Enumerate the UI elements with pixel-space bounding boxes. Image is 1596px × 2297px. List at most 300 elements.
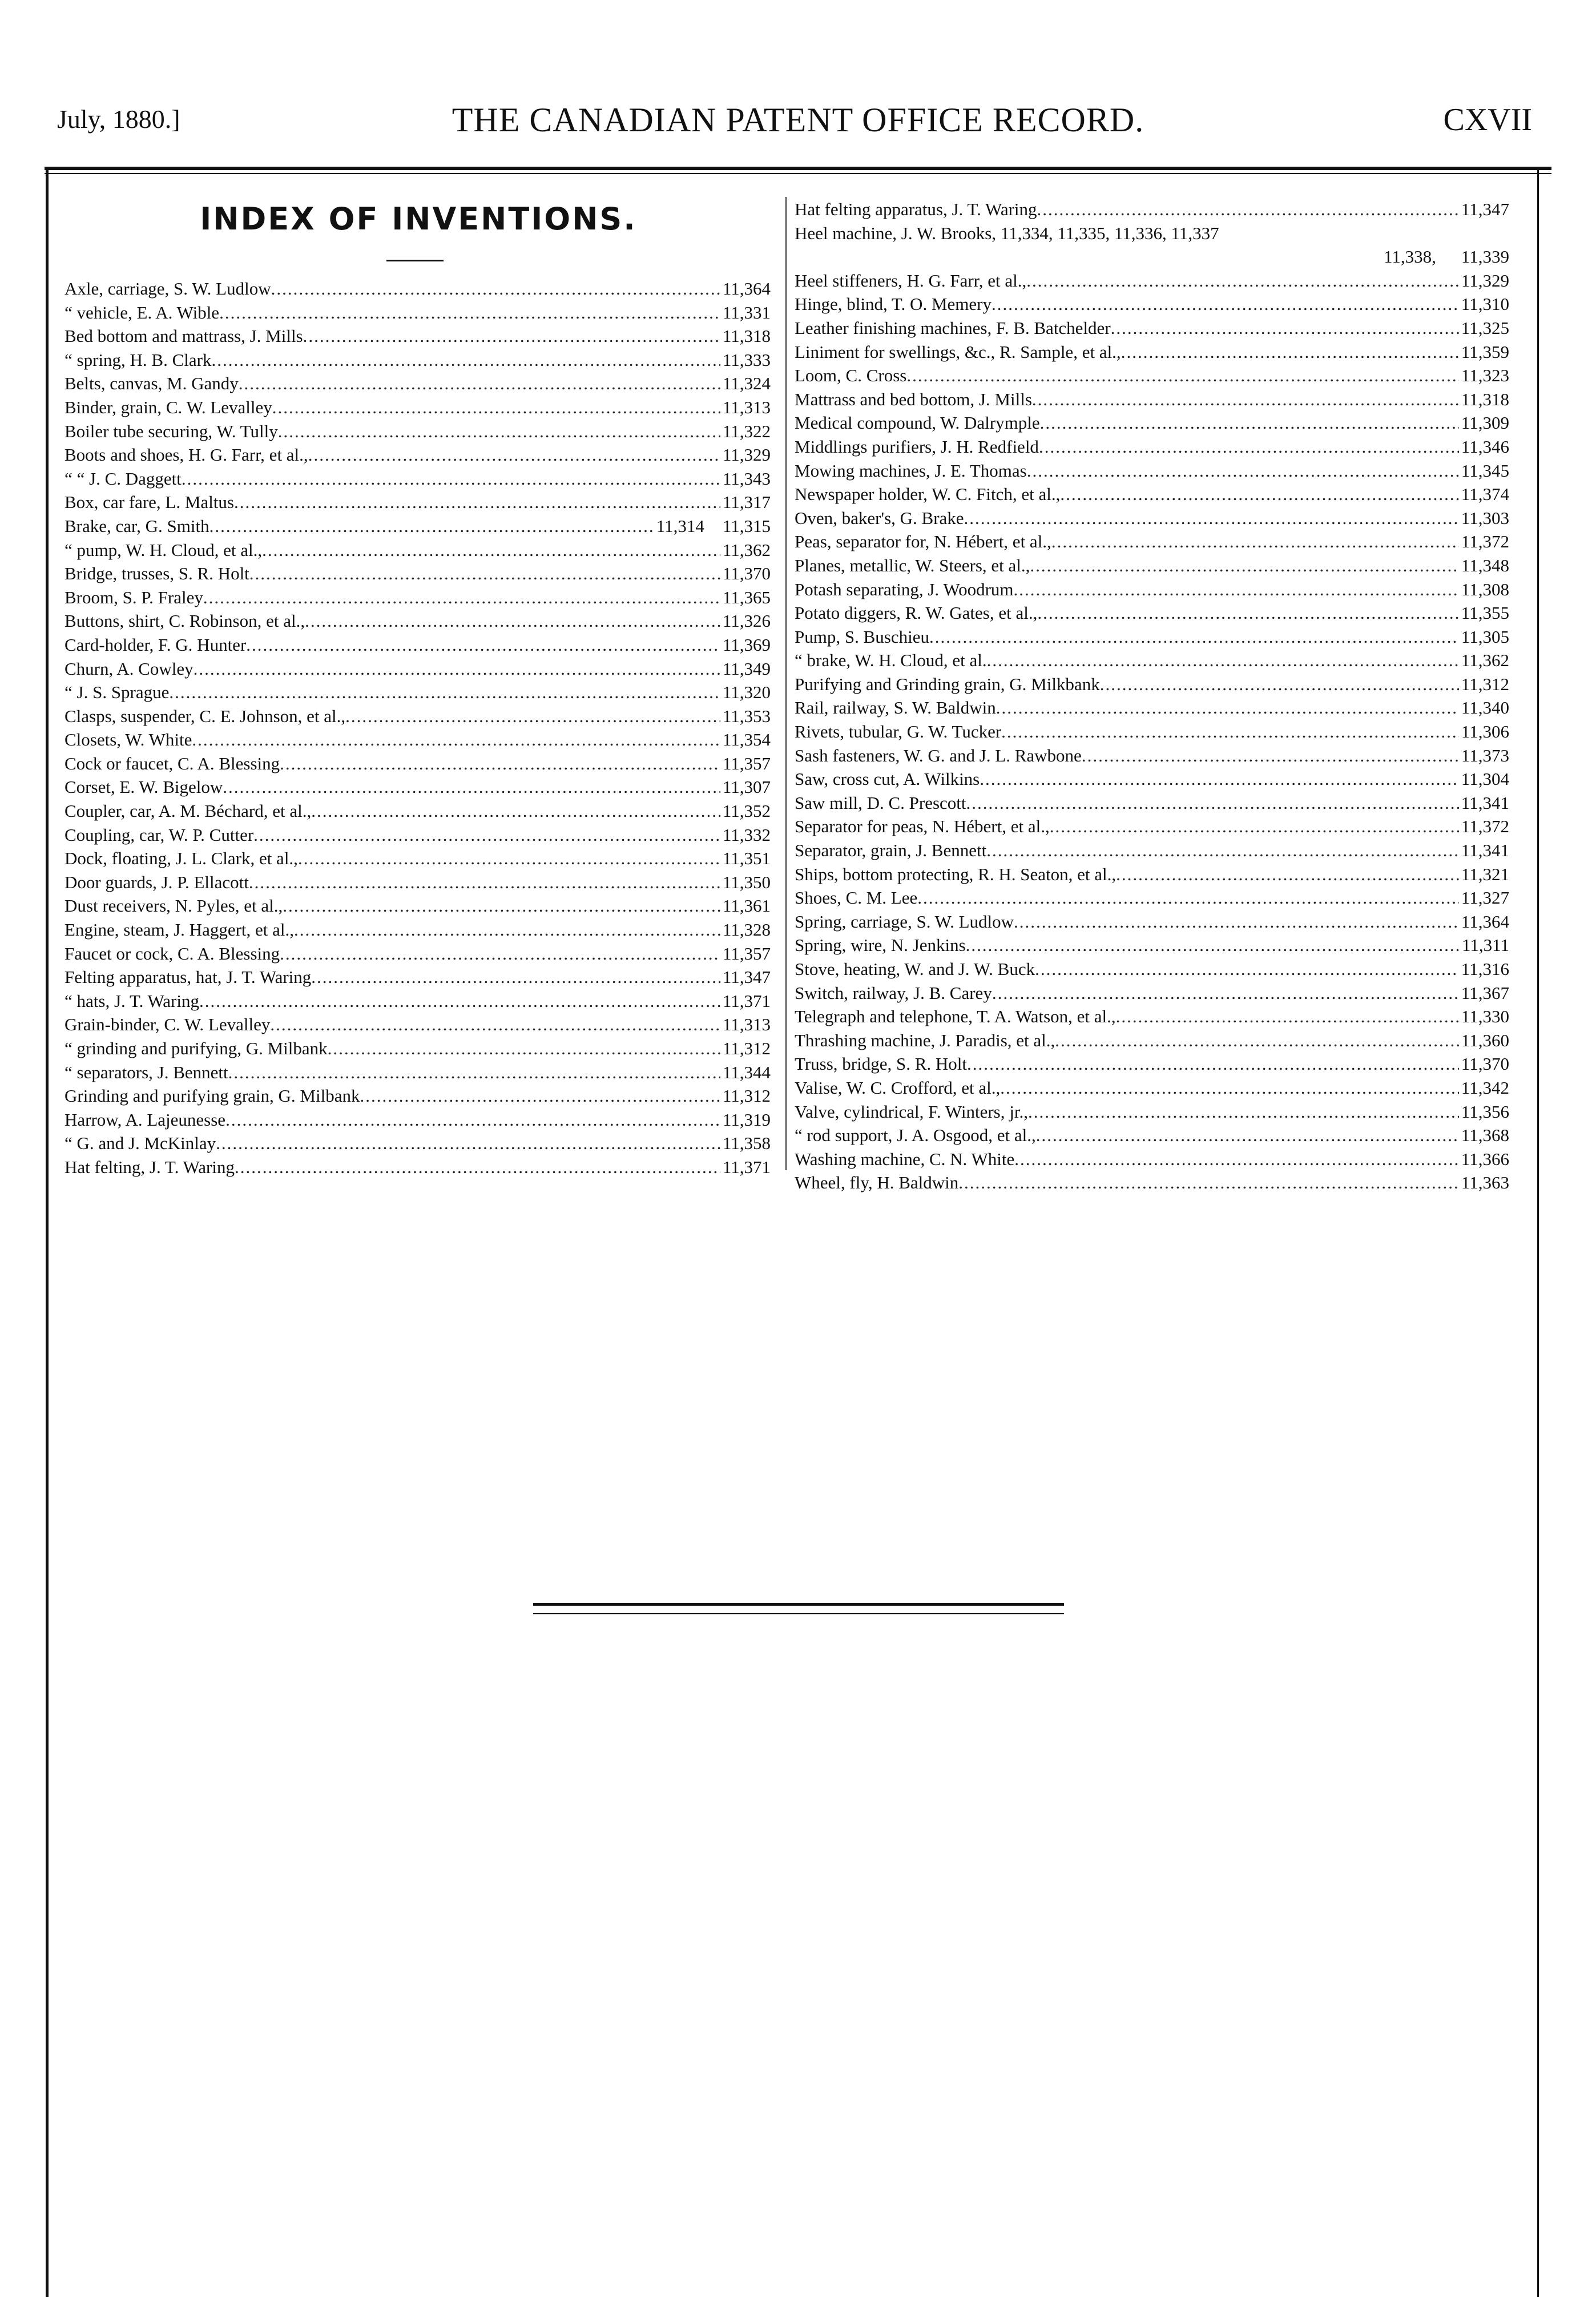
index-entry [65,538,771,562]
dot-leader [305,609,720,633]
index-entry [795,506,1509,530]
dot-leader [271,277,720,301]
dot-leader [283,894,720,918]
index-entry [795,957,1509,981]
dot-leader [992,292,1459,316]
entry-number: 11,333 [722,349,771,370]
entry-number: 11,373 [1461,745,1509,765]
index-entry [65,775,771,799]
index-right-column [795,198,1509,1195]
publication-title: THE CANADIAN PATENT OFFICE RECORD. [452,101,1144,139]
entry-name: Loom, C. Cross [795,365,907,386]
index-entry [65,467,771,491]
index-entry [795,198,1509,221]
entry-number: 11,306 [1461,722,1509,742]
entry-name: Boots and shoes, H. G. Farr, et al., [65,445,308,465]
dot-leader [1040,411,1459,435]
entry-name: Heel machine, J. W. Brooks, 11,334, 11,335, 11,336, 11,337 [795,223,1219,243]
entry-number: 11,305 [1461,626,1509,647]
entry-number: 11,353 [722,706,771,726]
entry-number: 11,340 [1461,698,1509,718]
entry-name: Valve, cylindrical, F. Winters, jr., [795,1101,1028,1122]
entry-name: Switch, railway, J. B. Carey [795,982,992,1003]
dot-leader [1116,863,1459,886]
entry-number: 11,352 [722,801,771,821]
dot-leader [1014,1147,1459,1171]
dot-leader [203,586,720,610]
index-entry [795,530,1509,554]
index-entry [65,989,771,1013]
entry-number: 11,309 [1461,413,1509,433]
entry-number: 11,313 [722,397,771,417]
entry-number: 11,330 [1461,1006,1509,1027]
index-entry [65,562,771,586]
index-entry [795,863,1509,886]
dot-leader [209,514,654,538]
entry-number: 11,316 [1461,959,1509,979]
entry-name: Rail, railway, S. W. Baldwin [795,698,996,718]
entry-name: Binder, grain, C. W. Levalley [65,397,272,417]
entry-number: 11,313 [722,1014,771,1035]
index-entry [795,981,1509,1005]
index-entry [65,396,771,420]
index-entry [65,894,771,918]
entry-name: Hat felting, J. T. Waring [65,1156,235,1177]
entry-number: 11,303 [1461,507,1509,528]
dot-leader [278,420,720,444]
index-entry [65,965,771,989]
entry-number: 11,325 [1461,317,1509,338]
entry-number: 11,365 [722,587,771,607]
dot-leader [992,981,1459,1005]
index-entry [795,340,1509,364]
entry-number: 11,367 [1461,982,1509,1003]
index-entry [795,245,1509,269]
dot-leader [249,562,720,586]
entry-name: Saw mill, D. C. Prescott [795,792,966,813]
index-entry [65,1108,771,1132]
entry-name: Card-holder, F. G. Hunter [65,634,247,655]
index-entry [795,744,1509,768]
dot-leader [967,1052,1459,1076]
entry-name: Bridge, trusses, S. R. Holt [65,563,249,584]
entry-number: 11,326 [722,611,771,631]
entry-number: 11,345 [1461,460,1509,481]
index-entry [65,918,771,942]
entry-name: Spring, wire, N. Jenkins [795,935,966,956]
entry-name: Stove, heating, W. and J. W. Buck [795,959,1035,979]
entry-name: Potash separating, J. Woodrum [795,579,1014,599]
index-entry [65,372,771,396]
dot-leader [225,1108,720,1132]
entry-name: Pump, S. Buschieu [795,626,929,647]
index-entry [795,1029,1509,1053]
entry-name: Planes, metallic, W. Steers, et al., [795,555,1030,575]
entry-number: 11,357 [722,753,771,773]
index-entry [795,1147,1509,1171]
index-entry [65,586,771,610]
entry-name: Faucet or cock, C. A. Blessing [65,943,280,964]
entry-name: Hinge, blind, T. O. Memery [795,294,992,315]
entry-name: Hat felting apparatus, J. T. Waring [795,199,1037,219]
dot-leader [1000,1076,1459,1100]
entry-number: 11,332 [722,824,771,845]
dot-leader [182,467,720,491]
entry-number: 11,331 [722,302,771,323]
dot-leader [311,799,720,823]
index-entry [795,1005,1509,1029]
entry-number: 11,358 [722,1133,771,1154]
entry-number: 11,321 [1461,864,1509,884]
index-entry [795,221,1509,245]
dot-leader [228,1061,720,1085]
dot-leader [270,1013,720,1037]
entry-name: Grinding and purifying grain, G. Milbank [65,1086,360,1106]
index-entry [65,1155,771,1179]
dot-leader [308,443,720,467]
entry-name: Bed bottom and mattrass, J. Mills [65,326,303,346]
entry-number: 11,327 [1461,888,1509,908]
entry-number: 11,322 [722,421,771,441]
index-entry [795,411,1509,435]
dot-leader [1060,482,1458,506]
dot-leader [1121,340,1459,364]
index-entry [65,609,771,633]
frame-left-border [46,167,49,2297]
entry-name: Medical compound, W. Dalrymple [795,413,1040,433]
index-entry [65,1061,771,1085]
entry-number: 11,320 [722,682,771,703]
dot-leader [1032,388,1459,412]
index-entry [65,1037,771,1061]
entry-number: 11,364 [1461,911,1509,932]
entry-number: 11,362 [722,539,771,560]
entry-name: Ships, bottom protecting, R. H. Seaton, et al., [795,864,1117,884]
index-entry [65,420,771,444]
index-entry [795,292,1509,316]
dot-leader [223,775,720,799]
entry-number: 11,364 [722,279,771,299]
dot-leader [328,1037,720,1061]
dot-leader [246,633,720,657]
dot-leader [1027,459,1459,483]
entry-number: 11,348 [1461,555,1509,575]
entry-number: 11,312 [722,1038,771,1058]
entry-name: Broom, S. P. Fraley [65,587,203,607]
entry-name: Saw, cross cut, A. Wilkins [795,769,980,789]
index-entry [795,316,1509,340]
dot-leader [311,965,720,989]
entry-name: “ hats, J. T. Waring [65,990,199,1011]
entry-name: Dust receivers, N. Pyles, et al., [65,896,283,916]
entry-number: 11,341 [1461,840,1509,861]
entry-number: 11,312 [722,1086,771,1106]
entry-name: “ brake, W. H. Cloud, et al. [795,650,987,671]
entry-number: 11,311 [1462,935,1509,956]
dot-leader [987,648,1459,672]
index-entry [65,871,771,894]
dot-leader [996,696,1459,720]
dot-leader [194,657,720,681]
dot-leader [239,372,720,396]
dot-leader [966,791,1459,815]
entry-number: 11,342 [1461,1077,1509,1098]
entry-number: 11,354 [722,730,771,750]
dot-leader [280,752,720,776]
entry-name: Peas, separator for, N. Hébert, et al., [795,531,1051,552]
entry-name: Oven, baker's, G. Brake [795,507,964,528]
index-entry [795,459,1509,483]
entry-name: Telegraph and telephone, T. A. Watson, et al., [795,1006,1116,1027]
entry-name: “ spring, H. B. Clark [65,349,212,370]
entry-name: 11,338, [1384,247,1436,267]
entry-name: Coupler, car, A. M. Béchard, et al., [65,801,312,821]
dot-leader [211,348,720,372]
dot-leader [216,1131,720,1155]
entry-number: 11,323 [1461,365,1509,386]
dot-leader [262,538,720,562]
dot-leader [1051,530,1459,554]
page-number: CXVII [1443,102,1532,138]
dot-leader [1037,601,1459,625]
index-entry [65,348,771,372]
index-entry [795,601,1509,625]
entry-name: Shoes, C. M. Lee [795,888,918,908]
entry-name: Boiler tube securing, W. Tully [65,421,278,441]
dot-leader [1030,554,1459,578]
entry-name: Truss, bridge, S. R. Holt [795,1054,968,1074]
entry-number: 11,357 [722,943,771,964]
index-entry [795,554,1509,578]
dot-leader [294,918,720,942]
dot-leader [280,942,720,966]
entry-number: 11,310 [1461,294,1509,315]
entry-number: 11,318 [722,326,771,346]
entry-number: 11,344 [722,1062,771,1082]
entry-name: Separator for peas, N. Hébert, et al., [795,816,1050,837]
entry-number: 11,312 [1461,674,1509,694]
dot-leader [199,989,720,1013]
index-entry [795,1100,1509,1124]
index-entry [65,799,771,823]
dot-leader [917,886,1459,910]
entry-number: 11,339 [1461,247,1509,267]
entry-number: 11,361 [722,896,771,916]
index-left-column [65,277,771,1179]
index-entry [65,633,771,657]
index-entry [795,648,1509,672]
entry-name: Purifying and Grinding grain, G. Milkbank [795,674,1100,694]
entry-name: Middlings purifiers, J. H. Redfield [795,436,1039,457]
entry-number: 11,319 [722,1109,771,1130]
entry-number: 11,355 [1461,603,1509,623]
index-entry [795,791,1509,815]
entry-name: Axle, carriage, S. W. Ludlow [65,279,271,299]
index-entry [65,704,771,728]
index-entry [795,269,1509,293]
index-title: INDEX OF INVENTIONS. [200,201,637,237]
index-entry [795,696,1509,720]
index-entry [65,277,771,301]
entry-name: Corset, E. W. Bigelow [65,777,223,797]
index-entry [795,933,1509,957]
entry-number: 11,307 [722,777,771,797]
entry-name: Washing machine, C. N. White [795,1148,1015,1169]
entry-name: “ grinding and purifying, G. Milbank [65,1038,328,1058]
entry-name: Door guards, J. P. Ellacott [65,872,249,892]
dot-leader [192,728,720,752]
dot-leader [1014,578,1459,602]
header-date: July, 1880.] [57,104,180,134]
entry-name: “ rod support, J. A. Osgood, et al., [795,1125,1036,1146]
entry-number: 11,360 [1461,1030,1509,1050]
index-entry [65,823,771,847]
entry-number: 11,374 [1461,484,1509,505]
dot-leader [298,847,720,871]
entry-number: 11,359 [1461,341,1509,362]
entry-name: Mattrass and bed bottom, J. Mills [795,389,1032,409]
entry-name: Dock, floating, J. L. Clark, et al., [65,848,298,869]
index-entry [795,886,1509,910]
index-entry [65,301,771,325]
entry-name: Thrashing machine, J. Paradis, et al., [795,1030,1055,1050]
entry-number: 11,341 [1461,792,1509,813]
dot-leader [249,871,720,894]
dot-leader [1050,815,1459,839]
entry-name: “ G. and J. McKinlay [65,1133,216,1154]
dot-leader [235,1155,720,1179]
dot-leader [1111,316,1459,340]
index-entry [795,839,1509,863]
entry-number: 11,351 [722,848,771,869]
entry-name: Engine, steam, J. Haggert, et al., [65,920,295,940]
dot-leader [1035,957,1459,981]
dot-leader [169,680,720,704]
entry-name: Valise, W. C. Crofford, et al., [795,1077,1001,1098]
entry-name: Brake, car, G. Smith [65,515,209,536]
dot-leader [1100,672,1459,696]
entry-name: Box, car fare, L. Maltus [65,492,234,513]
entry-number: 11,370 [722,563,771,584]
index-entry [65,752,771,776]
dot-leader [966,933,1460,957]
index-entry [65,443,771,467]
entry-number: 11,372 [1461,531,1509,552]
top-rule-thin [45,173,1551,174]
dot-leader [964,506,1459,530]
index-entry [65,514,771,538]
entry-number: 11,328 [722,920,771,940]
entry-name: Cock or faucet, C. A. Blessing [65,753,280,773]
index-entry [65,324,771,348]
entry-name: Separator, grain, J. Bennett [795,840,987,861]
dot-leader [1001,720,1459,744]
entry-name: Belts, canvas, M. Gandy [65,373,239,394]
entry-name: “ vehicle, E. A. Wible [65,302,220,323]
dot-leader [345,704,720,728]
entry-name: Spring, carriage, S. W. Ludlow [795,911,1014,932]
index-entry [795,1076,1509,1100]
index-entry [795,1052,1509,1076]
entry-name: Sash fasteners, W. G. and J. L. Rawbone [795,745,1082,765]
entry-name: “ pump, W. H. Cloud, et al., [65,539,263,560]
entry-number: 11,369 [722,634,771,655]
index-entry [795,435,1509,459]
entry-number: 11,350 [722,872,771,892]
dot-leader [980,767,1459,791]
index-entry [65,1131,771,1155]
index-entry [65,490,771,514]
dot-leader [1037,198,1459,221]
entry-name: Harrow, A. Lajeunesse [65,1109,226,1130]
entry-name: Churn, A. Cowley [65,658,194,679]
title-underline [386,260,444,261]
entry-name: Liniment for swellings, &c., R. Sample, et al., [795,341,1121,362]
entry-number: 11,356 [1461,1101,1509,1122]
dot-leader [360,1084,720,1108]
index-entry [65,680,771,704]
index-entry [65,657,771,681]
index-entry [795,672,1509,696]
dot-leader [906,364,1459,388]
top-rule [45,167,1551,170]
entry-number: 11,317 [722,492,771,513]
entry-number: 11,363 [1461,1172,1509,1193]
entry-number: 11,371 [722,990,771,1011]
index-entry [795,578,1509,602]
dot-leader [272,396,720,420]
dot-leader [1055,1029,1459,1053]
dot-leader [1028,1100,1459,1124]
entry-number: 11,349 [722,658,771,679]
entry-name: “ “ J. C. Daggett [65,468,182,489]
entry-number: 11,329 [1461,270,1509,291]
entry-name: “ separators, J. Bennett [65,1062,228,1082]
dot-leader [1036,1123,1459,1147]
dot-leader [1014,910,1459,934]
entry-name: Clasps, suspender, C. E. Johnson, et al., [65,706,346,726]
index-entry [795,482,1509,506]
entry-name: Coupling, car, W. P. Cutter [65,824,254,845]
dot-leader [234,490,720,514]
entry-name: Newspaper holder, W. C. Fitch, et al., [795,484,1061,505]
entry-number: 11,371 [722,1156,771,1177]
entry-number: 11,329 [722,445,771,465]
entry-name: Felting apparatus, hat, J. T. Waring [65,967,312,988]
entry-name: Buttons, shirt, C. Robinson, et al., [65,611,305,631]
dot-leader [1116,1005,1459,1029]
end-rule-thick [533,1603,1064,1606]
dot-leader [986,839,1459,863]
index-entry [65,942,771,966]
index-entry [65,728,771,752]
index-entry [795,767,1509,791]
entry-number: 11,315 [722,515,771,536]
entry-number: 11,343 [722,468,771,489]
index-entry [795,625,1509,649]
dot-leader [219,301,720,325]
entry-number: 11,347 [1461,199,1509,219]
dot-leader [1039,435,1459,459]
end-rule-thin [533,1613,1064,1614]
dot-leader [1026,269,1459,293]
entry-number: 11,366 [1461,1148,1509,1169]
index-entry [795,388,1509,412]
index-entry [65,847,771,871]
entry-name: “ J. S. Sprague [65,682,170,703]
entry-name: Closets, W. White [65,730,192,750]
entry-number: 11,368 [1461,1125,1509,1146]
